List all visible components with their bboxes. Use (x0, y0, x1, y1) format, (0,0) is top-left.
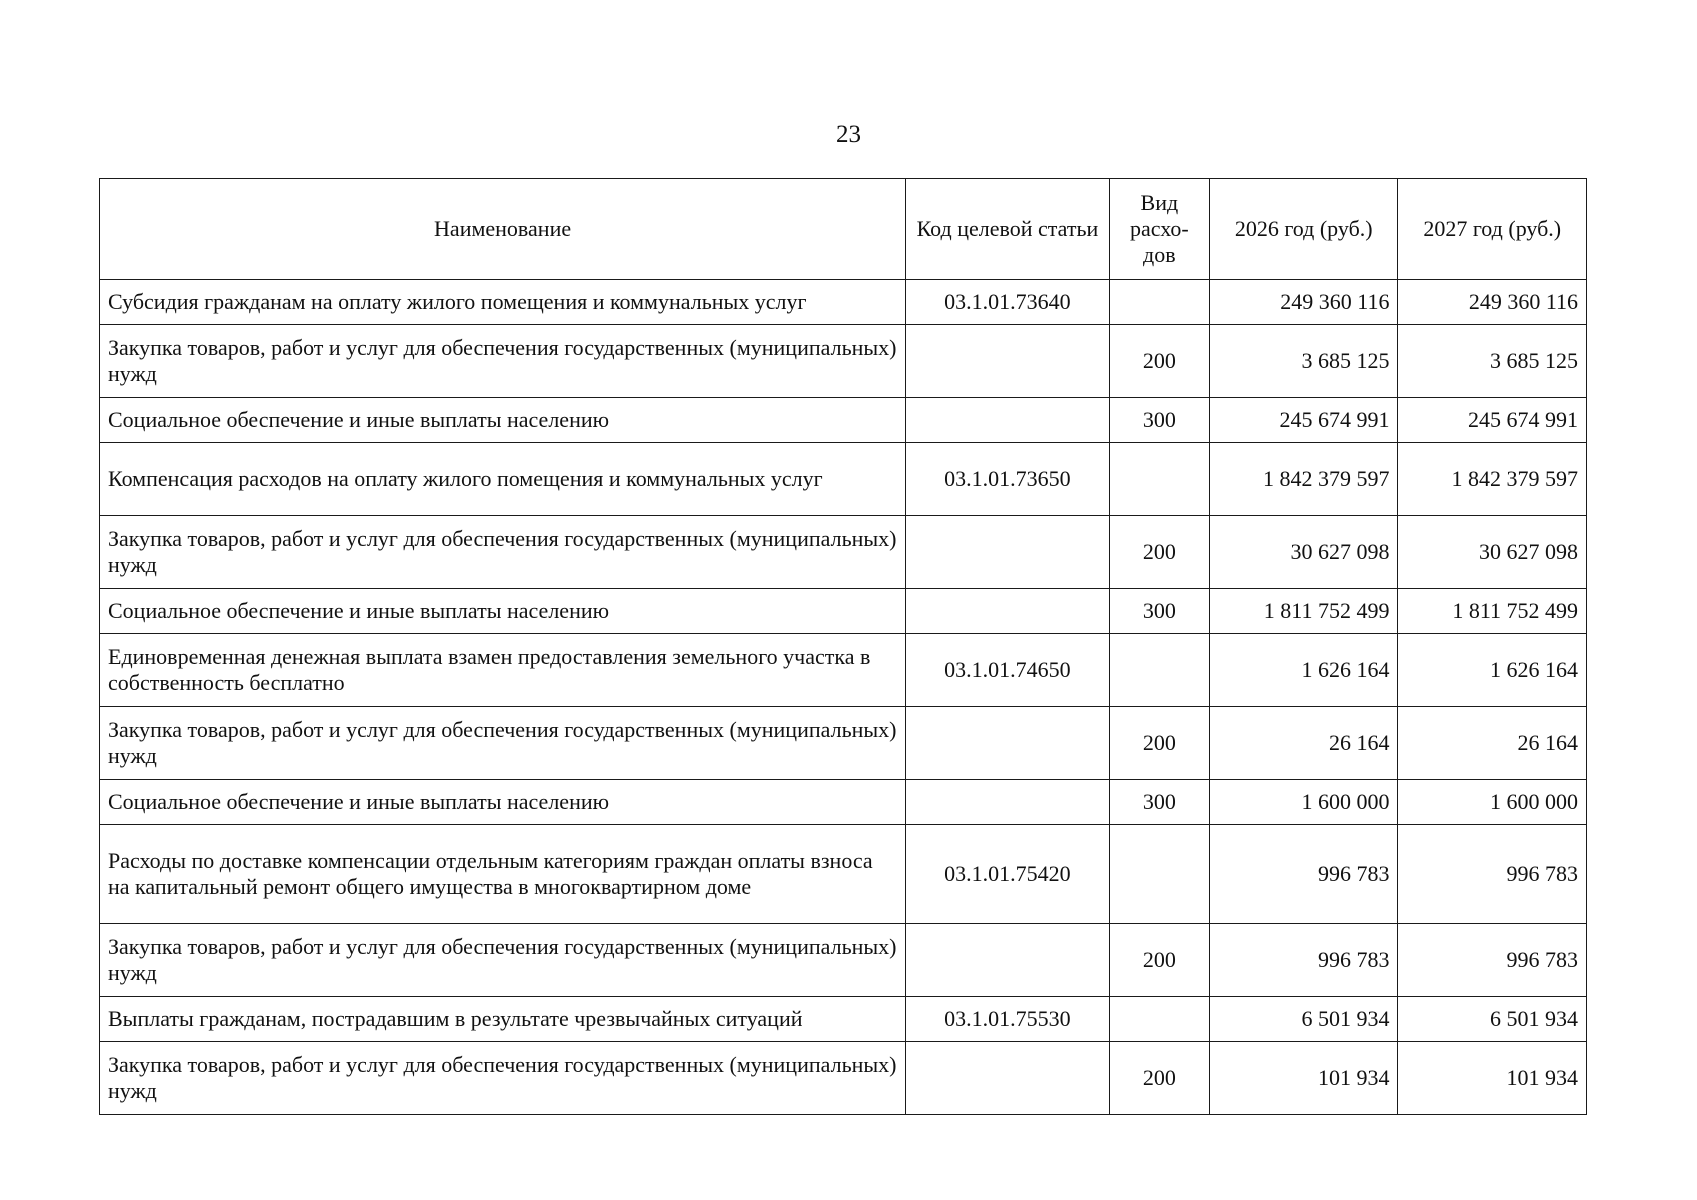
cell-2026: 6 501 934 (1209, 997, 1398, 1042)
header-type: Вид расхо-дов (1109, 179, 1209, 280)
header-2026: 2026 год (руб.) (1209, 179, 1398, 280)
cell-2026: 3 685 125 (1209, 325, 1398, 398)
cell-type: 300 (1109, 589, 1209, 634)
budget-table (99, 178, 1587, 1115)
table-row (100, 634, 1587, 707)
cell-2026: 1 600 000 (1209, 780, 1398, 825)
cell-code: 03.1.01.73640 (906, 280, 1110, 325)
cell-2027: 3 685 125 (1398, 325, 1587, 398)
cell-type: 200 (1109, 1042, 1209, 1115)
cell-2027: 996 783 (1398, 825, 1587, 924)
cell-name: Закупка товаров, работ и услуг для обеспечения государственных (муниципальных) нужд (100, 325, 906, 398)
table-row (100, 443, 1587, 516)
cell-2026: 996 783 (1209, 825, 1398, 924)
cell-name: Социальное обеспечение и иные выплаты населению (100, 398, 906, 443)
cell-code (906, 924, 1110, 997)
table-row (100, 780, 1587, 825)
table-row (100, 589, 1587, 634)
cell-name: Социальное обеспечение и иные выплаты населению (100, 780, 906, 825)
cell-code (906, 516, 1110, 589)
page-number: 23 (836, 121, 861, 148)
table-row (100, 280, 1587, 325)
cell-2027: 1 811 752 499 (1398, 589, 1587, 634)
table-row (100, 924, 1587, 997)
cell-2027: 249 360 116 (1398, 280, 1587, 325)
cell-type (1109, 634, 1209, 707)
cell-code (906, 398, 1110, 443)
header-2027: 2027 год (руб.) (1398, 179, 1587, 280)
cell-type: 300 (1109, 780, 1209, 825)
cell-type: 200 (1109, 924, 1209, 997)
cell-2027: 1 626 164 (1398, 634, 1587, 707)
cell-2027: 26 164 (1398, 707, 1587, 780)
cell-code (906, 780, 1110, 825)
cell-name: Закупка товаров, работ и услуг для обеспечения государственных (муниципальных) нужд (100, 707, 906, 780)
cell-code: 03.1.01.75420 (906, 825, 1110, 924)
cell-type: 200 (1109, 707, 1209, 780)
table-row (100, 325, 1587, 398)
table-header-row (100, 179, 1587, 280)
cell-name: Социальное обеспечение и иные выплаты населению (100, 589, 906, 634)
header-name: Наименование (100, 179, 906, 280)
cell-2027: 245 674 991 (1398, 398, 1587, 443)
cell-2027: 30 627 098 (1398, 516, 1587, 589)
cell-2027: 101 934 (1398, 1042, 1587, 1115)
header-code: Код целевой статьи (906, 179, 1110, 280)
cell-name: Выплаты гражданам, пострадавшим в результате чрезвычайных ситуаций (100, 997, 906, 1042)
cell-name: Закупка товаров, работ и услуг для обеспечения государственных (муниципальных) нужд (100, 1042, 906, 1115)
cell-type (1109, 997, 1209, 1042)
cell-name: Компенсация расходов на оплату жилого помещения и коммунальных услуг (100, 443, 906, 516)
cell-2026: 996 783 (1209, 924, 1398, 997)
cell-2026: 26 164 (1209, 707, 1398, 780)
cell-code: 03.1.01.73650 (906, 443, 1110, 516)
cell-2026: 1 842 379 597 (1209, 443, 1398, 516)
table-row (100, 997, 1587, 1042)
table-row (100, 707, 1587, 780)
cell-name: Субсидия гражданам на оплату жилого помещения и коммунальных услуг (100, 280, 906, 325)
cell-type (1109, 280, 1209, 325)
cell-code (906, 1042, 1110, 1115)
cell-type (1109, 443, 1209, 516)
cell-2026: 249 360 116 (1209, 280, 1398, 325)
table-row (100, 398, 1587, 443)
table-row (100, 516, 1587, 589)
cell-name: Закупка товаров, работ и услуг для обеспечения государственных (муниципальных) нужд (100, 924, 906, 997)
cell-type: 200 (1109, 325, 1209, 398)
cell-name: Закупка товаров, работ и услуг для обеспечения государственных (муниципальных) нужд (100, 516, 906, 589)
cell-code (906, 707, 1110, 780)
cell-2026: 101 934 (1209, 1042, 1398, 1115)
table-row (100, 1042, 1587, 1115)
table-row (100, 825, 1587, 924)
cell-type: 200 (1109, 516, 1209, 589)
cell-2026: 1 626 164 (1209, 634, 1398, 707)
cell-2027: 6 501 934 (1398, 997, 1587, 1042)
cell-code: 03.1.01.75530 (906, 997, 1110, 1042)
cell-2026: 1 811 752 499 (1209, 589, 1398, 634)
cell-2027: 1 600 000 (1398, 780, 1587, 825)
cell-type (1109, 825, 1209, 924)
cell-code (906, 325, 1110, 398)
cell-2027: 1 842 379 597 (1398, 443, 1587, 516)
cell-type: 300 (1109, 398, 1209, 443)
cell-name: Расходы по доставке компенсации отдельным категориям граждан оплаты взноса на капитальный ремонт общего имущества в многоквартирном доме (100, 825, 906, 924)
cell-code (906, 589, 1110, 634)
cell-code: 03.1.01.74650 (906, 634, 1110, 707)
cell-2027: 996 783 (1398, 924, 1587, 997)
cell-name: Единовременная денежная выплата взамен предоставления земельного участка в собственность бесплатно (100, 634, 906, 707)
cell-2026: 245 674 991 (1209, 398, 1398, 443)
cell-2026: 30 627 098 (1209, 516, 1398, 589)
